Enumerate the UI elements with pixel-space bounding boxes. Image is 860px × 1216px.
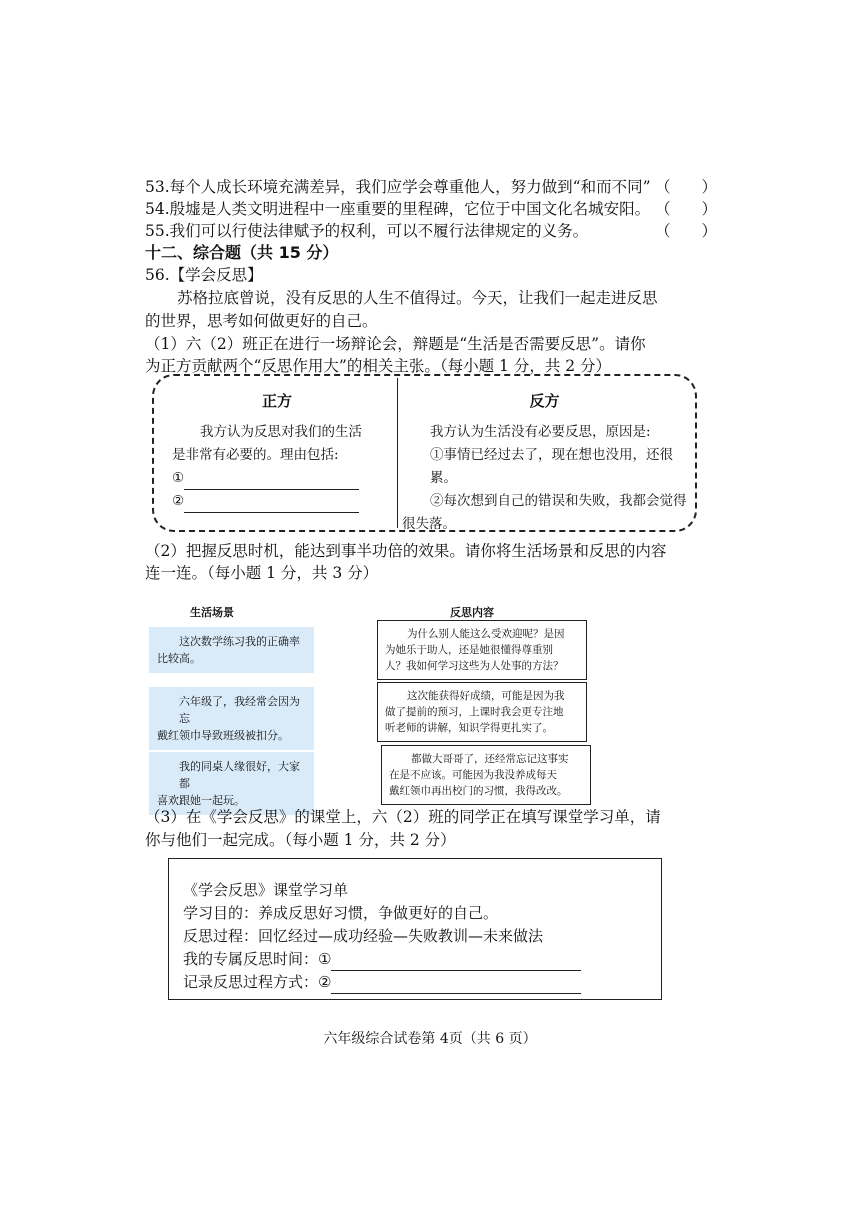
worksheet-goal: 学习目的：养成反思好习惯，争做更好的自己。 [183,904,499,922]
pro-text-1: 我方认为反思对我们的生活 [200,424,362,440]
answer-blank[interactable] [331,977,581,994]
scene-text: 这次数学练习我的正确率 [179,635,300,648]
reflect-item-2[interactable] [377,682,587,742]
reflect-text: 做了提前的预习，上课时我会更专注地 [385,706,564,718]
scene-text: 喜欢跟她一起玩。 [157,794,245,807]
answer-blank[interactable] [331,954,581,971]
scene-header: 生活场景 [190,606,234,619]
con-text-3: ②每次想到自己的错误和失败，我都会觉得 [430,493,687,509]
section-title: 十二、综合题（共 15 分） [145,243,339,262]
page-footer: 六年级综合试卷第 4页（共 6 页） [323,1031,537,1047]
tf-item-55 [145,220,720,242]
debate-divider [397,378,398,528]
con-title: 反方 [529,392,560,410]
q1-line-2: 为正方贡献两个“反思作用大”的相关主张。（每小题 1 分，共 2 分） [145,357,612,375]
reflect-text: 戴红领巾再出校门的习惯，我得改改。 [389,785,568,797]
scene-text: 我的同桌人缘很好，大家都 [179,760,300,790]
pro-blank-1[interactable] [172,467,382,490]
con-text-4: 很失落。 [402,516,456,532]
tf-item-text: 54.殷墟是人类文明进程中一座重要的里程碑，它位于中国文化名城安阳。 [145,200,651,218]
answer-blank[interactable] [184,496,359,513]
pro-title: 正方 [261,392,292,410]
circled-2: ② [172,493,185,509]
intro-line-1: 苏格拉底曾说，没有反思的人生不值得过。今天，让我们一起走进反思 [177,289,658,307]
reflect-text: 在是不应该。可能因为我没养成每天 [389,769,557,781]
answer-blank[interactable] [184,473,359,490]
reflect-text: 为她乐于助人，还是她很懂得尊重别 [385,644,553,656]
method-label: 记录反思过程方式：② [183,973,332,991]
scene-item-2[interactable] [149,687,314,750]
tf-item-53 [145,176,720,198]
scene-item-1[interactable] [149,627,314,673]
worksheet-box [168,858,662,1000]
worksheet-process: 反思过程：回忆经过—成功经验—失败教训—未来做法 [183,927,544,945]
circled-1: ① [172,470,185,486]
debate-box [152,374,697,532]
reflect-item-1[interactable] [377,620,587,680]
worksheet-method-row[interactable] [183,971,661,994]
q3-line-2: 你与他们一起完成。（每小题 1 分，共 2 分） [145,831,456,849]
scene-text: 戴红领巾导致班级被扣分。 [157,729,289,742]
reflect-text: 人？我如何学习这些为人处事的方法？ [385,660,564,672]
reflect-item-3[interactable] [381,745,591,805]
worksheet-time-row[interactable] [183,948,661,971]
q3-line-1: （3）在《学会反思》的课堂上，六（2）班的同学正在填写课堂学习单，请 [145,808,661,826]
con-text-1: 我方认为生活没有必要反思，原因是: [430,424,651,440]
tf-item-54 [145,198,720,220]
worksheet-title: 《学会反思》课堂学习单 [183,881,349,899]
question-56-title: 56.【学会反思】 [145,266,263,284]
pro-side [172,390,382,513]
scene-text: 比较高。 [157,652,201,665]
tf-item-text: 55.我们可以行使法律赋予的权利，可以不履行法律规定的义务。 [145,222,589,240]
time-label: 我的专属反思时间：① [183,950,332,968]
con-side [402,390,687,536]
reflect-text: 为什么别人能这么受欢迎呢？是因 [407,628,565,640]
reflect-header: 反思内容 [450,606,494,619]
q1-line-1: （1）六（2）班正在进行一场辩论会，辩题是“生活是否需要反思”。请你 [145,335,646,353]
answer-paren[interactable]: （ ） [654,222,717,240]
reflect-text: 都做大哥哥了，还经常忘记这事实 [411,753,569,765]
pro-blank-2[interactable] [172,490,382,513]
q2-line-2: 连一连。（每小题 1 分，共 3 分） [145,564,379,582]
answer-paren[interactable]: （ ） [654,200,717,218]
answer-paren[interactable]: （ ） [654,178,717,196]
reflect-text: 听老师的讲解，知识学得更扎实了。 [385,722,553,734]
reflect-text: 这次能获得好成绩，可能是因为我 [407,690,565,702]
tf-item-text: 53.每个人成长环境充满差异，我们应学会尊重他人，努力做到“和而不同” [145,178,651,196]
con-text-2: ①事情已经过去了，现在想也没用，还很累。 [430,447,673,486]
q2-line-1: （2）把握反思时机，能达到事半功倍的效果。请你将生活场景和反思的内容 [145,542,667,560]
intro-line-2: 的世界，思考如何做更好的自己。 [145,312,378,330]
pro-text-2: 是非常有必要的。理由包括: [172,447,339,463]
scene-text: 六年级了，我经常会因为忘 [179,695,300,725]
